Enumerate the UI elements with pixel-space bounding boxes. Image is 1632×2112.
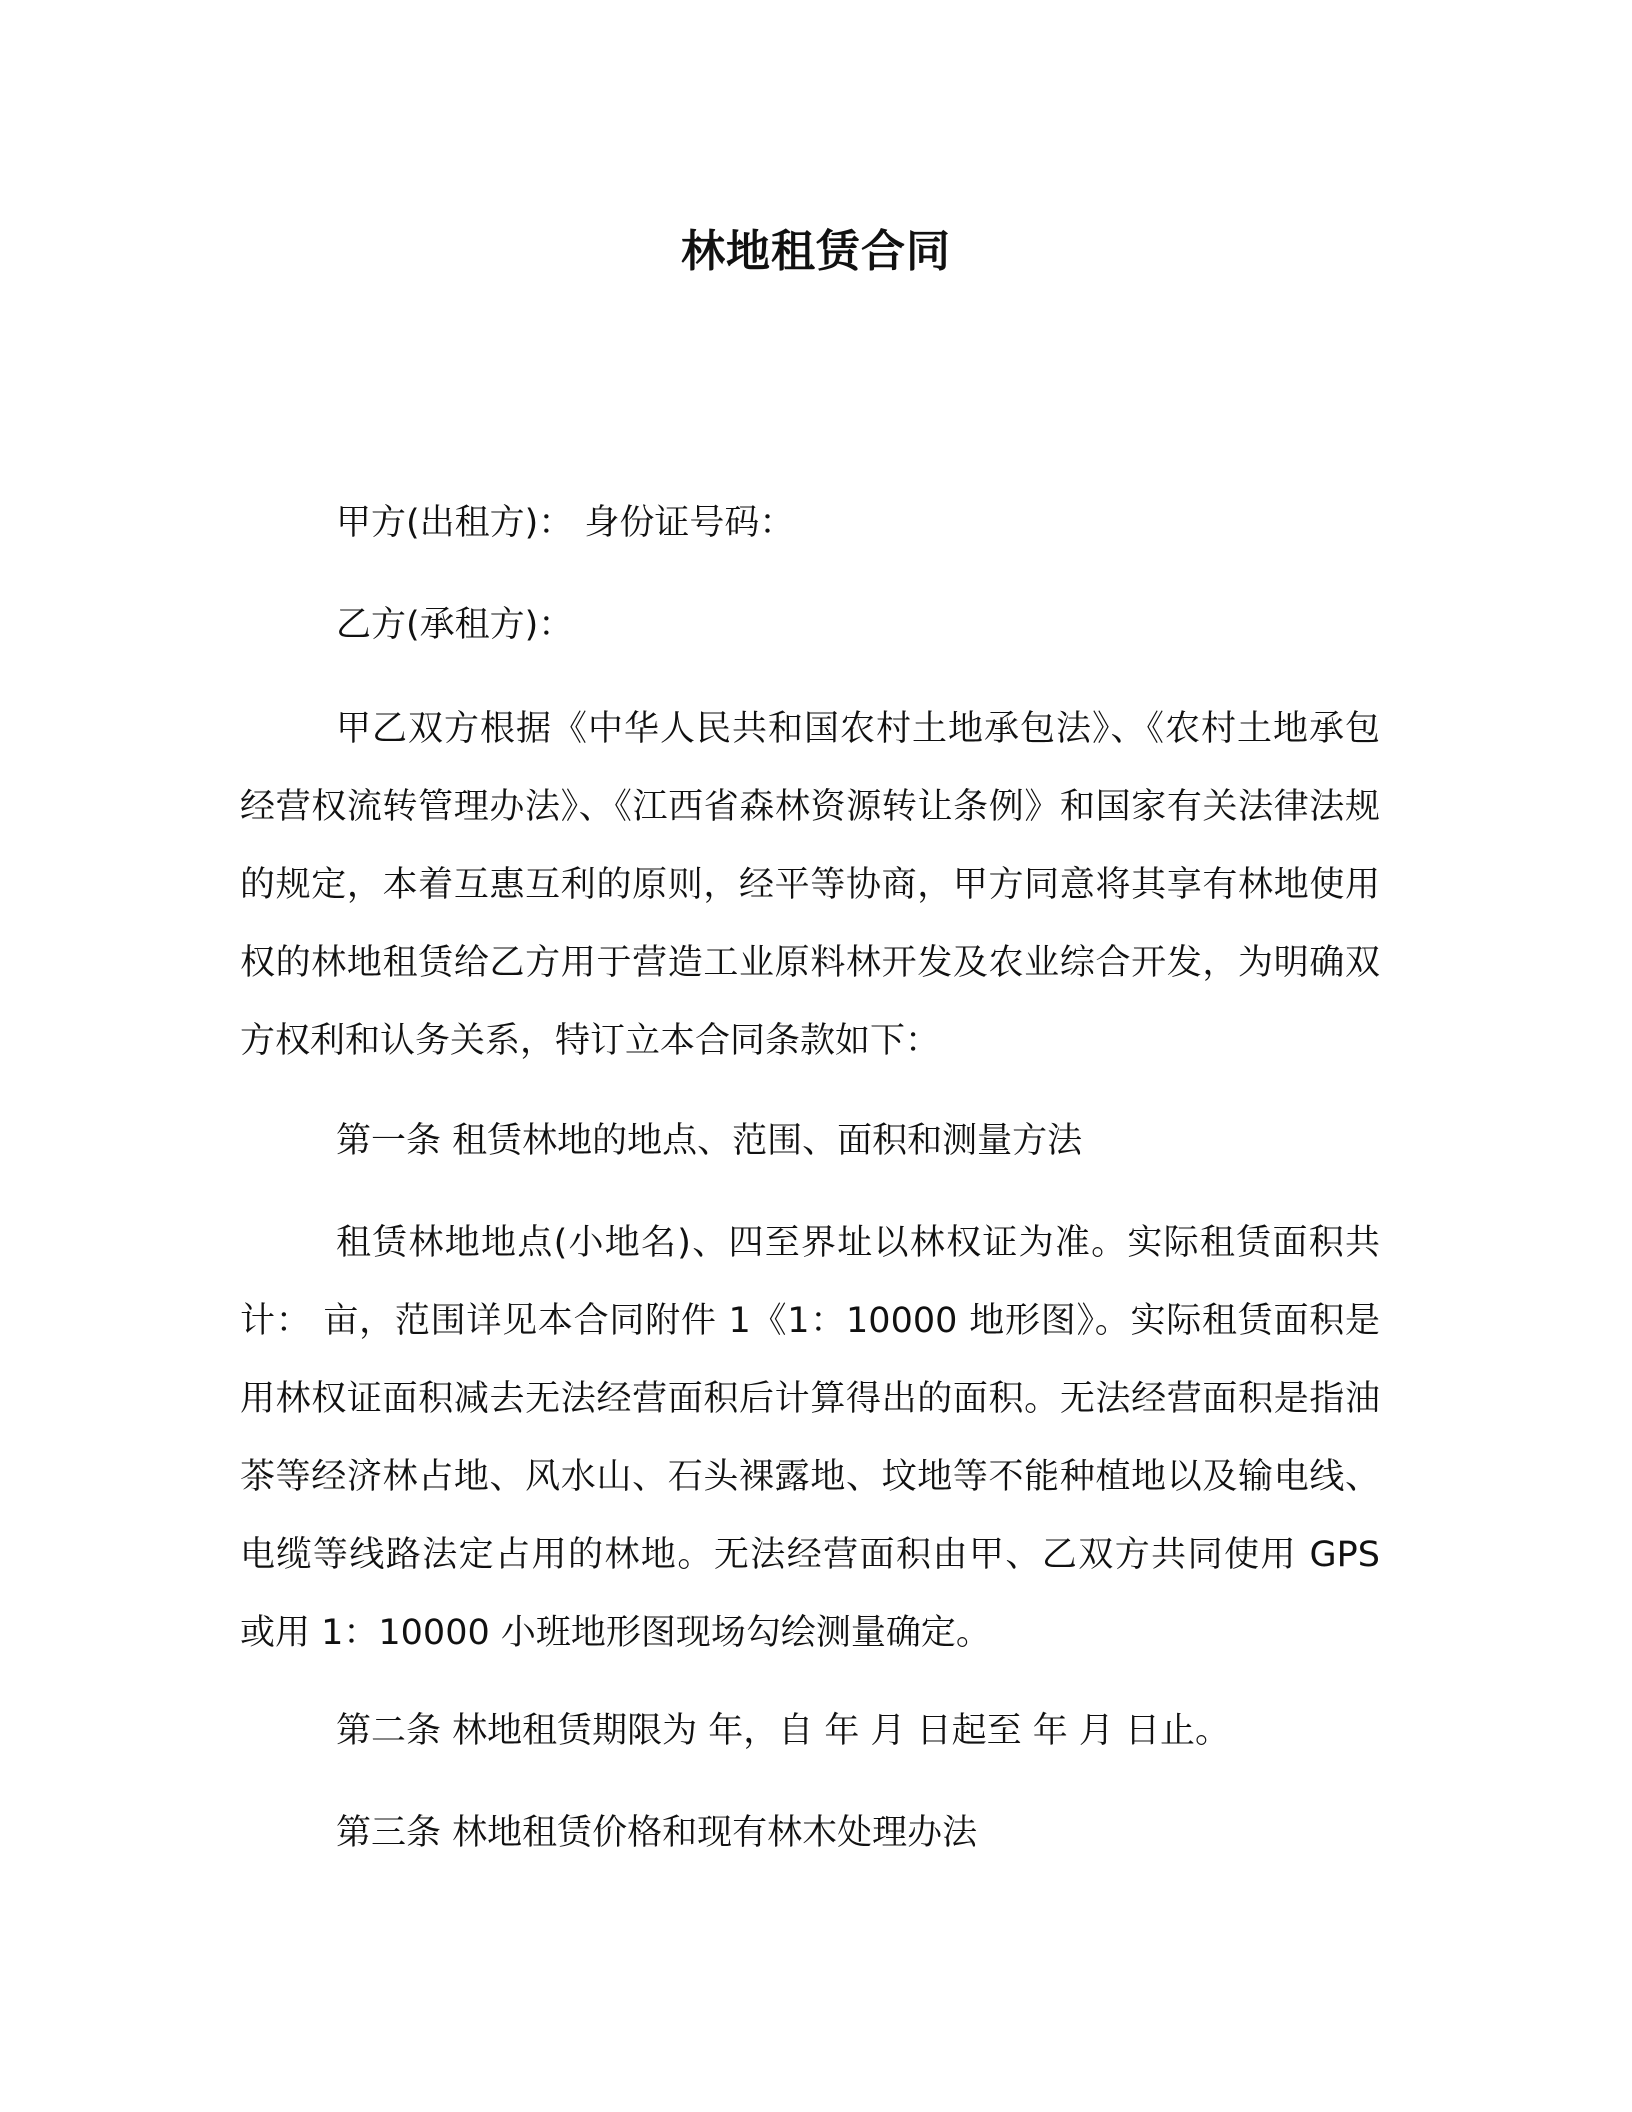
document-title: 林地租赁合同 <box>681 226 951 277</box>
article-2-paragraph: 第二条 林地租赁期限为 年，自 年 月 日起至 年 月 日止。 <box>336 1711 1231 1751</box>
article-1-heading: 第一条 租赁林地的地点、范围、面积和测量方法 <box>336 1121 1083 1161</box>
party-a-line: 甲方(出租方)： 身份证号码： <box>336 503 795 543</box>
party-b-line: 乙方(承租方)： <box>336 605 574 645</box>
article-1-body: 租赁林地地点(小地名)、四至界址以林权证为准。实际租赁面积共计： 亩，范围详见本合同附件 1《1：10000 地形图》。实际租赁面积是用林权证面积减去无法经营面积后计算得出的面积。无法经营面积是指油茶等经济林占地、风水山、石头裸露地、坟地等不能种植地以及输电线、电缆等线路法定占用的林地。无法经营面积由甲、乙双方共同使用 GPS 或用 1：10000 小班地形图现场勾绘测量确定。 <box>240 1223 1380 1653</box>
article-3-heading: 第三条 林地租赁价格和现有林木处理办法 <box>336 1813 978 1853</box>
intro-paragraph: 甲乙双方根据《中华人民共和国农村土地承包法》、《农村土地承包经营权流转管理办法》、《江西省森林资源转让条例》和国家有关法律法规的规定，本着互惠互利的原则，经平等协商，甲方同意将其享有林地使用权的林地租赁给乙方用于营造工业原料林开发及农业综合开发，为明确双方权利和认务关系，特订立本合同条款如下： <box>240 709 1380 1061</box>
